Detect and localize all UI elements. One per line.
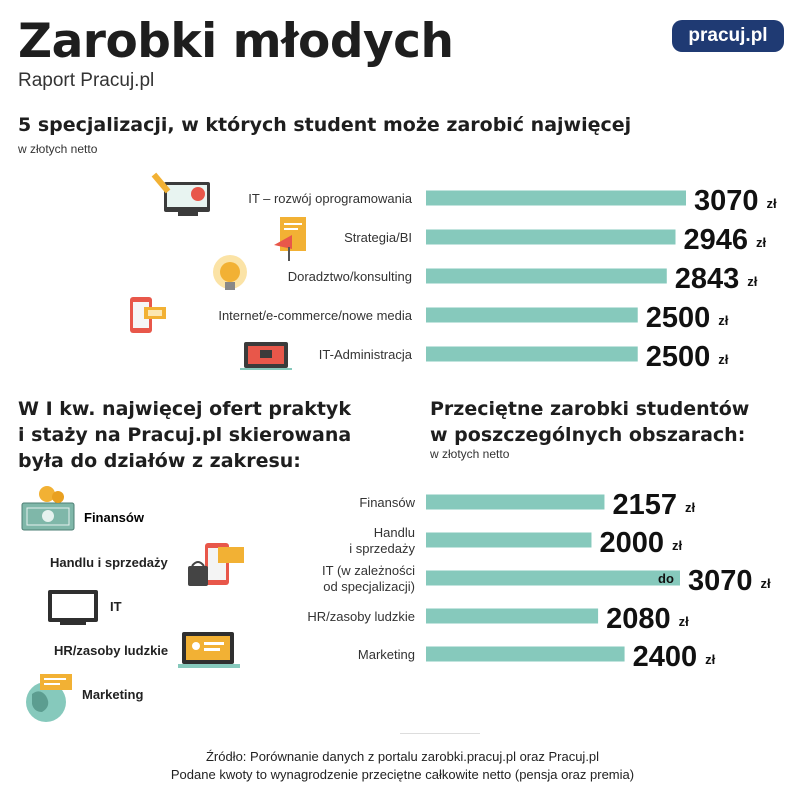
- section2-heading-line: i staży na Pracuj.pl skierowana: [18, 424, 352, 446]
- bar: [426, 609, 598, 624]
- unit-label: zł: [671, 538, 683, 553]
- footer-source: Źródło: Porównanie danych z portalu zarobki.pracuj.pl oraz Pracuj.pl: [205, 749, 600, 764]
- page-title: Zarobki młodych: [18, 14, 454, 69]
- bar: [426, 647, 625, 662]
- bar: [426, 230, 675, 245]
- category-label: i sprzedaży: [349, 541, 415, 556]
- strategy-document-icon: [274, 217, 306, 261]
- briefcase-laptop-icon: [240, 342, 292, 370]
- bar: [426, 308, 638, 323]
- value-label: 2500: [645, 341, 711, 370]
- footer: [0, 748, 805, 784]
- pracuj-logo[interactable]: [672, 20, 784, 52]
- bar: [426, 533, 591, 548]
- bar: [426, 269, 667, 284]
- logo-text: pracuj.pl: [688, 25, 768, 46]
- unit-label: zł: [756, 235, 767, 250]
- category-label: HR/zasoby ludzkie: [54, 643, 169, 658]
- value-label: 2500: [645, 302, 711, 334]
- category-label: Doradztwo/konsulting: [287, 269, 412, 284]
- unit-label: zł: [718, 313, 729, 328]
- footer-note: Podane kwoty to wynagrodzenie przeciętne całkowite netto (pensja oraz premia): [170, 767, 635, 782]
- page-subtitle: Raport Pracuj.pl: [18, 70, 155, 91]
- unit-label: zł: [705, 652, 716, 667]
- category-label: Internet/e-commerce/nowe media: [218, 308, 412, 323]
- top-specializations-chart: [0, 170, 805, 370]
- section3-heading-line: Przeciętne zarobki studentów: [430, 398, 750, 420]
- bar: [426, 347, 638, 362]
- section2-heading: [18, 396, 351, 474]
- value-label: 2080: [606, 603, 671, 635]
- value-label: 3070: [688, 565, 753, 597]
- unit-label: zł: [718, 352, 729, 367]
- unit-label: zł: [747, 274, 758, 289]
- value-label: 2400: [632, 641, 698, 673]
- category-label: IT (w zależności: [322, 563, 415, 578]
- category-label: IT: [110, 599, 122, 614]
- value-prefix: do: [658, 571, 674, 586]
- globe-marketing-icon: [26, 674, 72, 722]
- section1-heading: 5 specjalizacji, w których student może zarobić najwięcej: [18, 114, 632, 136]
- category-label: Finansów: [84, 510, 144, 525]
- value-label: 2157: [612, 489, 677, 521]
- category-label: od specjalizacji): [323, 579, 415, 594]
- bar: [426, 191, 686, 206]
- section1-unit-note: w złotych netto: [18, 142, 98, 156]
- phone-payment-icon: [130, 297, 166, 333]
- tools-monitor-icon: [152, 173, 210, 216]
- value-label: 2946: [683, 224, 749, 256]
- category-label: Marketing: [82, 687, 144, 702]
- bar: [426, 571, 680, 586]
- category-label: IT-Administracja: [318, 347, 412, 362]
- value-label: 2000: [599, 527, 664, 559]
- section2-heading-line: była do działów z zakresu:: [18, 450, 301, 472]
- section3-unit-note: w złotych netto: [430, 447, 510, 461]
- section2-heading-line: W I kw. najwięcej ofert praktyk: [18, 398, 351, 420]
- unit-label: zł: [684, 500, 696, 515]
- section3-heading-line: w poszczególnych obszarach:: [430, 424, 746, 446]
- bar: [426, 495, 604, 510]
- unit-label: zł: [678, 614, 689, 629]
- category-label: Strategia/BI: [344, 230, 412, 245]
- lightbulb-icon: [213, 255, 247, 290]
- category-label: Handlu i sprzedaży: [50, 555, 168, 570]
- student-earnings-chart: [0, 480, 805, 680]
- category-label: Marketing: [357, 647, 415, 662]
- category-label: IT – rozwój oprogramowania: [248, 191, 412, 206]
- category-label: Handlu: [373, 525, 415, 540]
- category-label: HR/zasoby ludzkie: [307, 609, 415, 624]
- unit-label: zł: [760, 576, 771, 591]
- value-label: 3070: [694, 185, 759, 217]
- category-label: Finansów: [359, 495, 415, 510]
- unit-label: zł: [766, 196, 777, 211]
- value-label: 2843: [674, 263, 740, 295]
- section3-heading: [430, 396, 749, 448]
- footer-divider: [400, 733, 480, 734]
